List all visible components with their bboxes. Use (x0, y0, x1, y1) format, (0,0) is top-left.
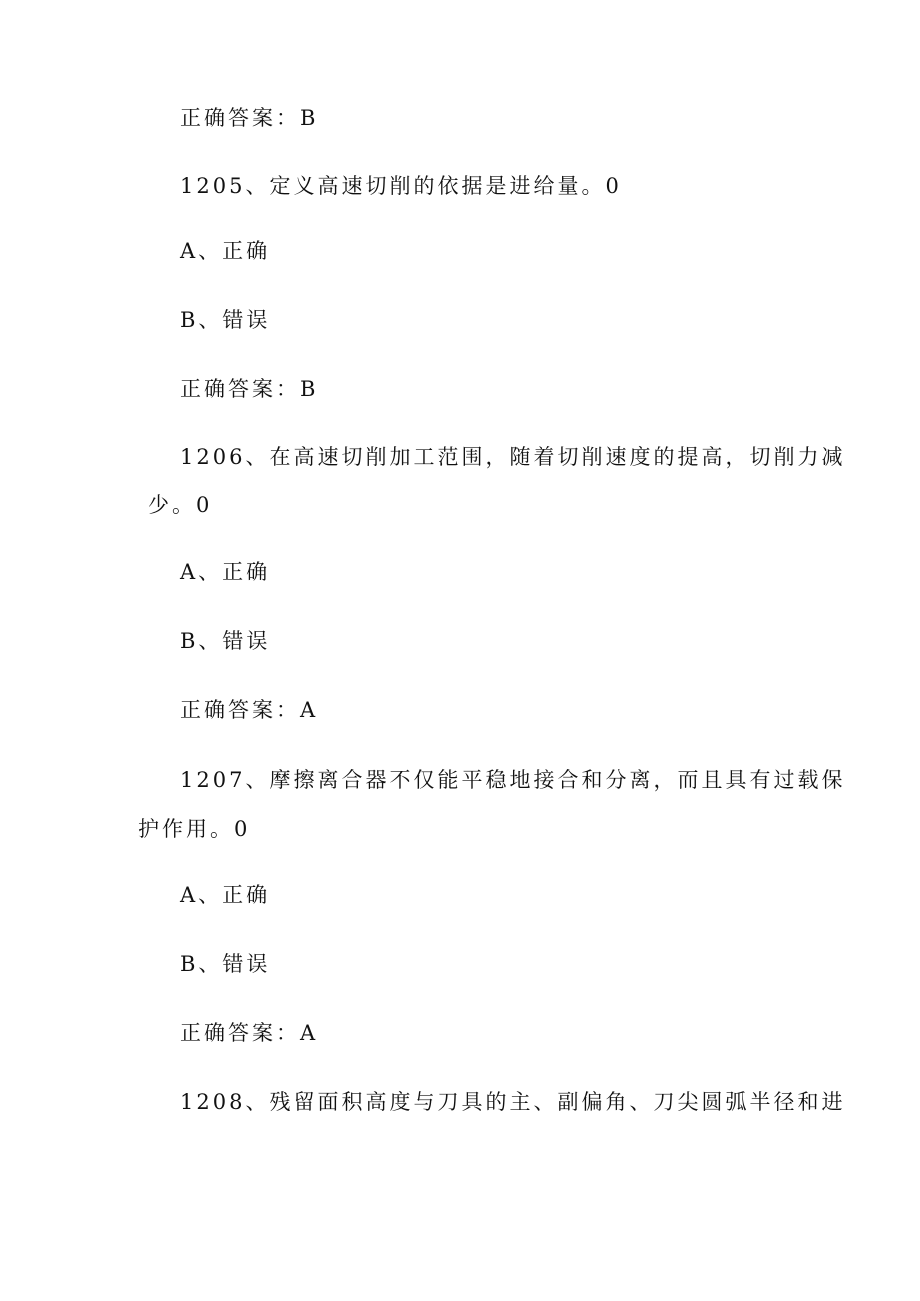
question-1206-line2: 少。0 (148, 493, 213, 517)
option-b-1205: B、错误 (180, 308, 271, 332)
option-a-1207: A、正确 (180, 883, 271, 907)
answer-prev: 正确答案：B (180, 106, 319, 130)
answer-1205: 正确答案：B (180, 377, 319, 401)
question-1205: 1205、定义高速切削的依据是进给量。0 (180, 174, 622, 198)
answer-1206: 正确答案：A (180, 698, 319, 722)
question-1207-line2: 护作用。0 (138, 817, 251, 841)
option-a-1206: A、正确 (180, 560, 271, 584)
question-1208-line1: 1208、残留面积高度与刀具的主、副偏角、刀尖圆弧半径和进 (180, 1090, 846, 1114)
option-a-1205: A、正确 (180, 239, 271, 263)
option-b-1206: B、错误 (180, 629, 271, 653)
question-1206-line1: 1206、在高速切削加工范围，随着切削速度的提高，切削力减 (180, 445, 846, 469)
option-b-1207: B、错误 (180, 952, 271, 976)
answer-1207: 正确答案：A (180, 1021, 319, 1045)
question-1207-line1: 1207、摩擦离合器不仅能平稳地接合和分离，而且具有过载保 (180, 768, 846, 792)
